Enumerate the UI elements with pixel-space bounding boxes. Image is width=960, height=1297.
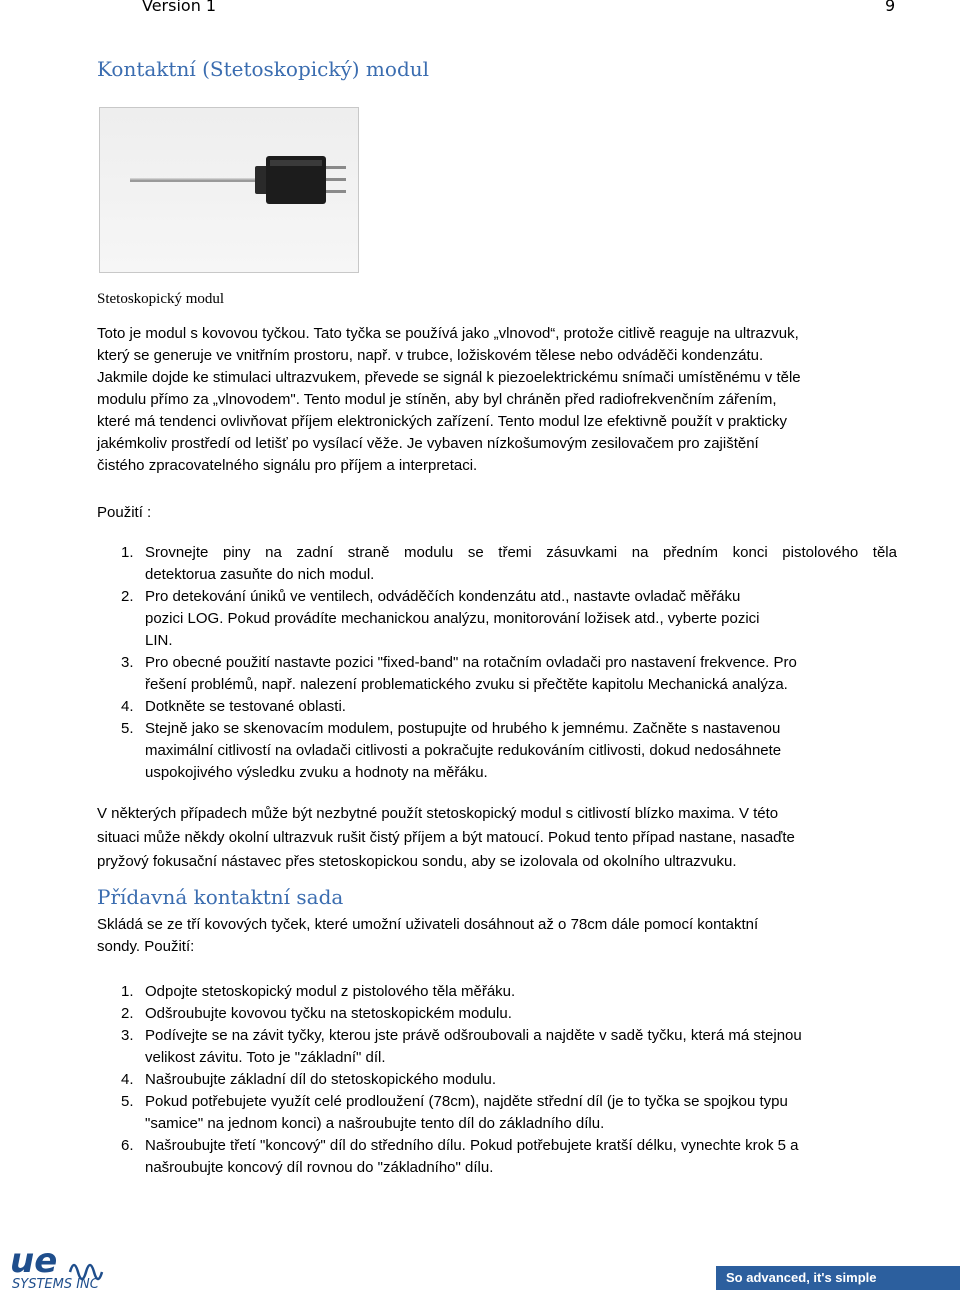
list-item-number: 4. <box>121 1071 134 1088</box>
image-caption: Stetoskopický modul <box>97 291 225 307</box>
list-item-text: Stejně jako se skenovacím modulem, postupujte od hrubého k jemnému. Začněte s nastavenou <box>145 720 781 737</box>
list-item-text: Našroubujte třetí "koncový" díl do středního dílu. Pokud potřebujete kratší délku, vynechte krok 5 a <box>145 1137 799 1154</box>
text-line: Skládá se ze tří kovových tyček, které umožní uživateli dosáhnout až o 78cm dále pomocí kontaktní <box>97 916 759 933</box>
list-item-text: velikost závitu. Toto je "základní" díl. <box>145 1049 386 1066</box>
stethoscope-module-photo <box>99 107 359 273</box>
list-item-text: Podívejte se na závit tyčky, kterou jste právě odšroubovali a najděte v sadě tyčku, která má stejnou <box>145 1027 802 1044</box>
page-number: 9 <box>885 0 896 15</box>
list-item <box>97 1025 897 1069</box>
usage-label: Použití : <box>97 504 152 521</box>
ue-systems-logo <box>8 1242 138 1292</box>
section-title-contact-module: Kontaktní (Stetoskopický) modul <box>97 57 430 81</box>
list-item-number: 3. <box>121 654 134 671</box>
list-item-number: 5. <box>121 720 134 737</box>
list-item-text: pozici LOG. Pokud provádíte mechanickou analýzu, monitorování ložisek atd., vyberte pozici <box>145 610 760 627</box>
usage-steps-list <box>97 542 897 784</box>
list-item-number: 5. <box>121 1093 134 1110</box>
list-item <box>97 981 897 1003</box>
list-item <box>97 1091 897 1135</box>
text-line: V některých případech může být nezbytné použít stetoskopický modul s citlivostí blízko maxima. V této <box>97 805 779 822</box>
list-item <box>97 586 897 652</box>
text-line: modulu přímo za „vlnovodem". Tento modul je stíněn, aby byl chráněn před radiofrekvenčním zářením, <box>97 391 777 408</box>
list-item-text: maximální citlivostí na ovladači citlivosti a pokračujte redukováním citlivosti, dokud nedosáhnete <box>145 742 782 759</box>
footer-slogan: So advanced, it's simple <box>716 1266 960 1290</box>
text-line: situaci může někdy okolní ultrazvuk rušit čistý příjem a být matoucí. Pokud tento případ nastane, nasaďte <box>97 829 795 846</box>
list-item-text: LIN. <box>145 632 173 649</box>
list-item-text: uspokojivého výsledku zvuku a hodnoty na měřáku. <box>145 764 488 781</box>
text-line: který se generuje ve vnitřním prostoru, např. v trubce, ložiskovém tělese nebo odváděči kondenzátu. <box>97 347 764 364</box>
list-item-text: Pokud potřebujete využít celé prodloužení (78cm), najděte střední díl (je to tyčka se spojkou typu <box>145 1093 788 1110</box>
list-item-text: našroubujte koncový díl rovnou do "základního" dílu. <box>145 1159 494 1176</box>
extension-steps-list <box>97 981 897 1179</box>
text-line: pryžový fokusační nástavec přes stetoskopickou sondu, aby se izolovala od okolního ultrazvuku. <box>97 853 737 870</box>
list-item <box>97 1069 897 1091</box>
list-item-number: 4. <box>121 698 134 715</box>
list-item <box>97 696 897 718</box>
text-line: Jakmile dojde ke stimulaci ultrazvukem, převede se signál k piezoelektrickému snímači umístěnému v těle <box>97 369 801 386</box>
text-line: sondy. Použití: <box>97 938 195 955</box>
section-title-extension-kit: Přídavná kontaktní sada <box>97 885 344 909</box>
list-item-number: 1. <box>121 544 134 561</box>
list-item-text: řešení problémů, např. nalezení problematického zvuku si přečtěte kapitolu Mechanická analýza. <box>145 676 788 693</box>
text-line: jakémkoliv prostředí od letišť po vysílací věže. Je vybaven nízkošumovým zesilovačem pro zajištění <box>97 435 759 452</box>
logo-text: ue <box>10 1242 58 1281</box>
intro-paragraph <box>97 323 887 477</box>
note-paragraph <box>97 802 887 874</box>
list-item-text: Pro detekování úniků ve ventilech, odváděčích kondenzátu atd., nastavte ovladač měřáku <box>145 588 741 605</box>
list-item <box>97 652 897 696</box>
list-item-number: 1. <box>121 983 134 1000</box>
list-item-text: Dotkněte se testované oblasti. <box>145 698 346 715</box>
list-item-number: 2. <box>121 1005 134 1022</box>
list-item-text: detektorua zasuňte do nich modul. <box>145 566 375 583</box>
text-line: čistého zpracovatelného signálu pro příjem a interpretaci. <box>97 457 478 474</box>
list-item-text: "samice" na jednom konci) a našroubujte tento díl do základního dílu. <box>145 1115 605 1132</box>
logo-subtext: SYSTEMS INC <box>12 1277 99 1292</box>
list-item-number: 3. <box>121 1027 134 1044</box>
list-item-number: 6. <box>121 1137 134 1154</box>
list-item-text: Odpojte stetoskopický modul z pistolového těla měřáku. <box>145 983 516 1000</box>
list-item <box>97 542 897 586</box>
list-item-text: Pro obecné použití nastavte pozici "fixed-band" na rotačním ovladači pro nastavení frekvence. Pro <box>145 654 797 671</box>
stethoscope-module-icon <box>100 108 358 272</box>
list-item-text: Našroubujte základní díl do stetoskopického modulu. <box>145 1071 497 1088</box>
list-item-text: Srovnejte piny na zadní straně modulu se třemi zásuvkami na předním konci pistolového těla <box>145 544 897 561</box>
text-line: které má tendenci ovlivňovat příjem elektronických zařízení. Tento modul lze efektivně použít v prakticky <box>97 413 788 430</box>
list-item-number: 2. <box>121 588 134 605</box>
list-item <box>97 718 897 784</box>
text-line: Toto je modul s kovovou tyčkou. Tato tyčka se používá jako „vlnovod“, protože citlivě reaguje na ultrazvuk, <box>97 325 799 342</box>
extension-intro <box>97 914 887 958</box>
list-item <box>97 1135 897 1179</box>
ue-logo-icon <box>8 1242 138 1292</box>
list-item <box>97 1003 897 1025</box>
header-version: Version 1 <box>142 0 217 15</box>
list-item-text: Odšroubujte kovovou tyčku na stetoskopickém modulu. <box>145 1005 512 1022</box>
